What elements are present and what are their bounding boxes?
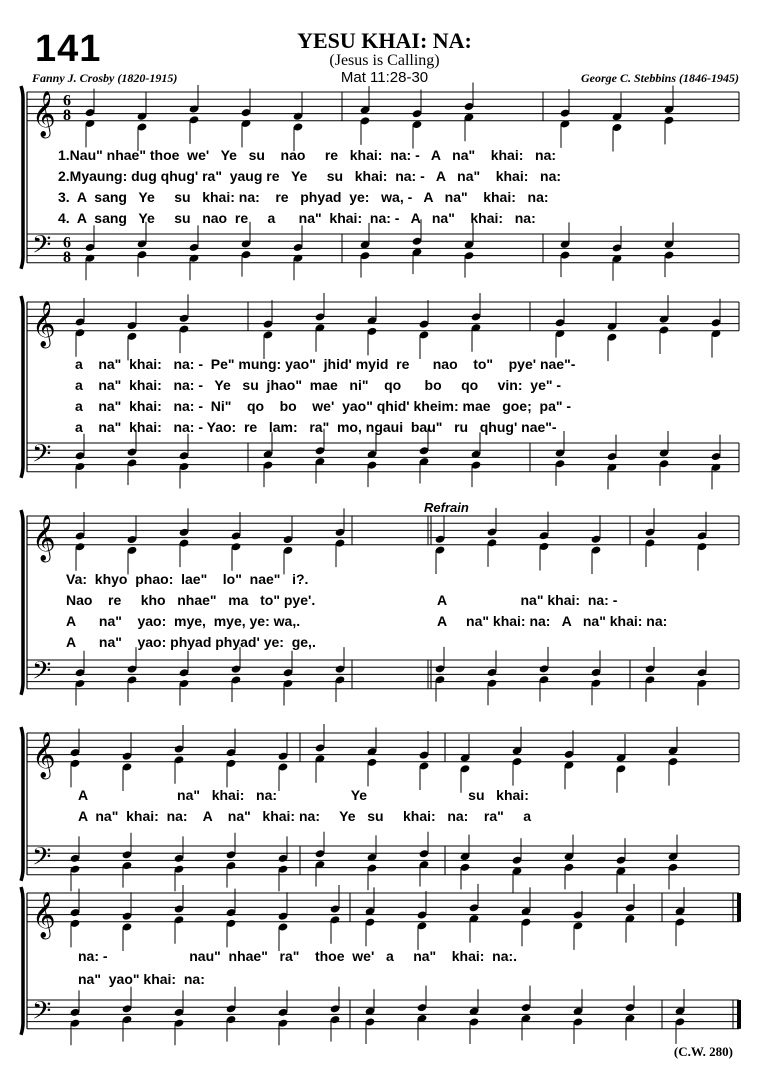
treble-clef: 𝄞	[32, 731, 56, 778]
lyric-line: A na" khai: na: A na" khai: na: Ye su khai: na: ra" a	[78, 808, 531, 824]
scripture-reference: Mat 11:28-30	[340, 69, 429, 86]
source-reference: (C.W. 280)	[673, 1044, 733, 1059]
bass-clef: 𝄢	[32, 230, 52, 266]
system-bracket	[21, 86, 23, 269]
hymn-subtitle: (Jesus is Calling)	[329, 52, 440, 69]
treble-clef: 𝄞	[32, 300, 56, 347]
lyric-line: A na" khai: na: Ye su khai:	[78, 787, 529, 803]
refrain-lyric-line: A na" khai: na: -	[437, 592, 618, 608]
hymn-number: 141	[35, 28, 102, 70]
time-signature-bottom: 8	[63, 106, 71, 124]
system-bracket	[21, 727, 23, 881]
bass-clef: 𝄢	[32, 656, 52, 692]
lyric-line: 3. A sang Ye su khai: na: re phyad ye: wa, - A na" khai: na:	[58, 189, 549, 205]
bass-clef: 𝄢	[32, 439, 52, 475]
lyric-line: Va: khyo phao: lae" lo" nae" i?.	[66, 571, 309, 587]
lyric-line: a na" khai: na: - Pe" mung: yao" jhid' myid re nao to" pye' nae"-	[75, 356, 576, 372]
time-signature-top: 6	[63, 92, 71, 110]
lyricist-credit: Fanny J. Crosby (1820-1915)	[32, 71, 178, 85]
hymn-title: YESU KHAI: NA:	[297, 28, 472, 53]
treble-clef: 𝄞	[32, 891, 56, 938]
time-signature-top: 6	[63, 234, 71, 252]
lyric-line: na" yao" khai: na:	[78, 971, 205, 987]
lyric-line: A na" yao: mye, mye, ye: wa,.	[66, 613, 301, 629]
lyric-line: A na" yao: phyad phyad' ye: ge,.	[66, 634, 316, 650]
refrain-label: Refrain	[424, 500, 469, 515]
lyric-line: 2.Myaung: dug qhug' ra" yaug re Ye su khai: na: - A na" khai: na:	[58, 168, 562, 184]
lyric-line: 4. A sang Ye su nao re a na" khai: na: - A na" khai: na:	[58, 210, 536, 226]
system-bracket	[21, 510, 23, 695]
refrain-lyric-line: A na" khai: na: A na" khai: na:	[437, 613, 668, 629]
system-bracket	[21, 887, 23, 1035]
system-bracket	[21, 296, 23, 478]
lyric-line: Nao re kho nhae" ma to" pye'.	[66, 592, 316, 608]
treble-clef: 𝄞	[32, 90, 56, 137]
composer-credit: George C. Stebbins (1846-1945)	[581, 71, 739, 85]
treble-clef: 𝄞	[32, 514, 56, 561]
lyric-line: na: - nau" nhae" ra" thoe we' a na" khai: na:.	[78, 948, 518, 964]
bass-clef: 𝄢	[32, 996, 52, 1032]
lyric-line: 1.Nau" nhae" thoe we' Ye su nao re khai: na: - A na" khai: na:	[58, 147, 557, 163]
bass-clef: 𝄢	[32, 842, 52, 878]
lyric-line: a na" khai: na: - Ni" qo bo we' yao" qhid' kheim: mae goe; pa" -	[75, 398, 572, 414]
lyric-line: a na" khai: na: - Yao: re lam: ra" mo, ngaui bau" ru qhug' nae"-	[75, 419, 557, 435]
lyric-line: a na" khai: na: - Ye su jhao" mae ni" qo bo qo vin: ye" -	[75, 377, 562, 393]
time-signature-bottom: 8	[63, 248, 71, 266]
